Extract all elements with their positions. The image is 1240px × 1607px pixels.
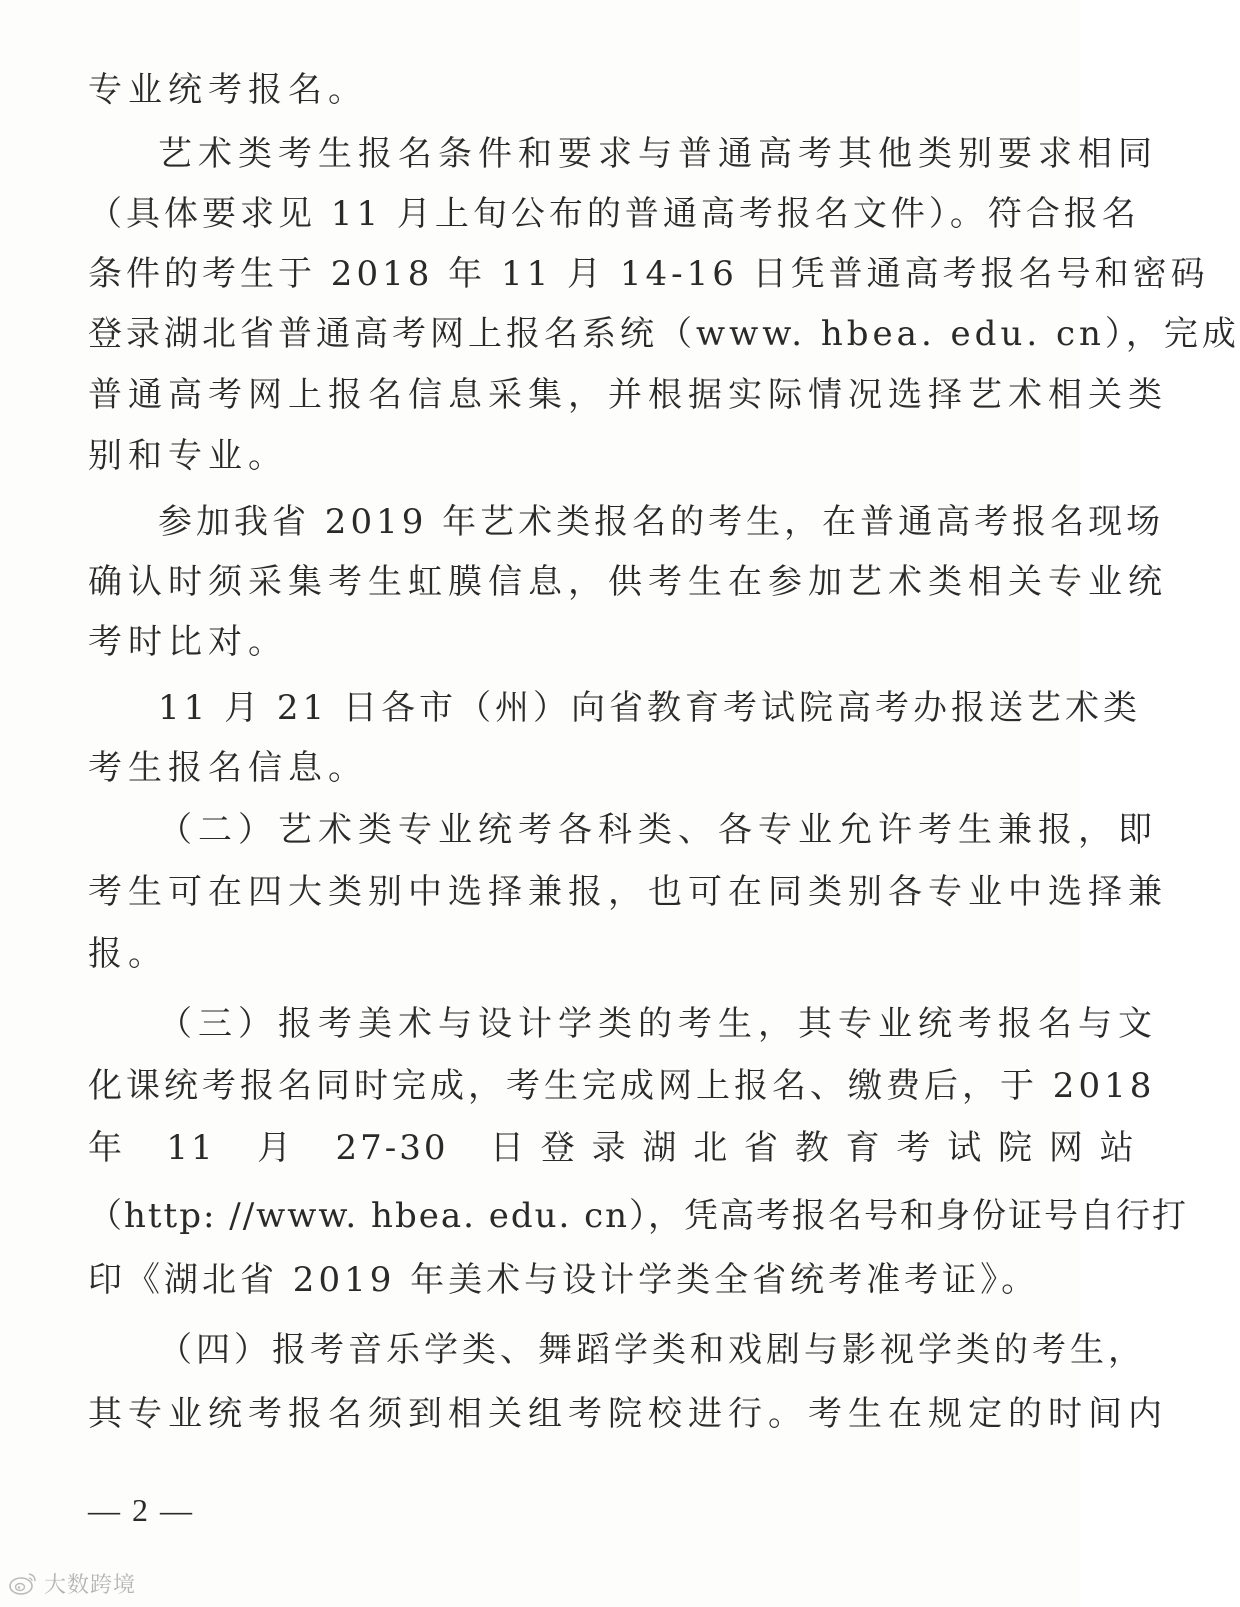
text-line: （二）艺术类专业统考各科类、各专业允许考生兼报，即	[158, 810, 1158, 850]
text-line: 考时比对。	[88, 622, 288, 662]
text-line: （具体要求见 11 月上旬公布的普通高考报名文件）。符合报名	[88, 194, 1140, 234]
text-line: 年 11 月 27-30 日 登 录 湖 北 省 教 育 考 试 院 网 站	[88, 1128, 1137, 1168]
text-line: 专业统考报名。	[88, 70, 368, 110]
text-line: 报。	[88, 934, 168, 974]
text-line: 考生报名信息。	[88, 748, 368, 788]
text-line: 登录湖北省普通高考网上报名系统（www. hbea. edu. cn），完成	[88, 314, 1240, 354]
text-line: （http: //www. hbea. edu. cn），凭高考报名号和身份证号自行打	[88, 1196, 1189, 1236]
text-line: 印《湖北省 2019 年美术与设计学类全省统考准考证》。	[88, 1260, 1040, 1300]
watermark-text: 大数跨境	[44, 1572, 137, 1598]
page-number: — 2 —	[88, 1492, 194, 1528]
text-line: 参加我省 2019 年艺术类报名的考生，在普通高考报名现场	[158, 502, 1165, 542]
text-line: 别和专业。	[88, 436, 288, 476]
text-line: 普通高考网上报名信息采集，并根据实际情况选择艺术相关类	[88, 375, 1168, 415]
text-line: 条件的考生于 2018 年 11 月 14-16 日凭普通高考报名号和密码	[88, 254, 1209, 294]
text-line: （三）报考美术与设计学类的考生，其专业统考报名与文	[158, 1004, 1158, 1044]
text-line: 化课统考报名同时完成，考生完成网上报名、缴费后，于 2018	[88, 1066, 1156, 1106]
text-line: 确认时须采集考生虹膜信息，供考生在参加艺术类相关专业统	[88, 562, 1168, 602]
text-line: 考生可在四大类别中选择兼报，也可在同类别各专业中选择兼	[88, 872, 1168, 912]
weibo-logo-icon	[8, 1570, 38, 1596]
text-line: 艺术类考生报名条件和要求与普通高考其他类别要求相同	[158, 134, 1158, 174]
text-line: （四）报考音乐学类、舞蹈学类和戏剧与影视学类的考生，	[158, 1330, 1146, 1370]
text-line: 11 月 21 日各市（州）向省教育考试院高考办报送艺术类	[158, 688, 1141, 728]
text-line: 其专业统考报名须到相关组考院校进行。考生在规定的时间内	[88, 1394, 1168, 1434]
watermark	[8, 1568, 136, 1598]
